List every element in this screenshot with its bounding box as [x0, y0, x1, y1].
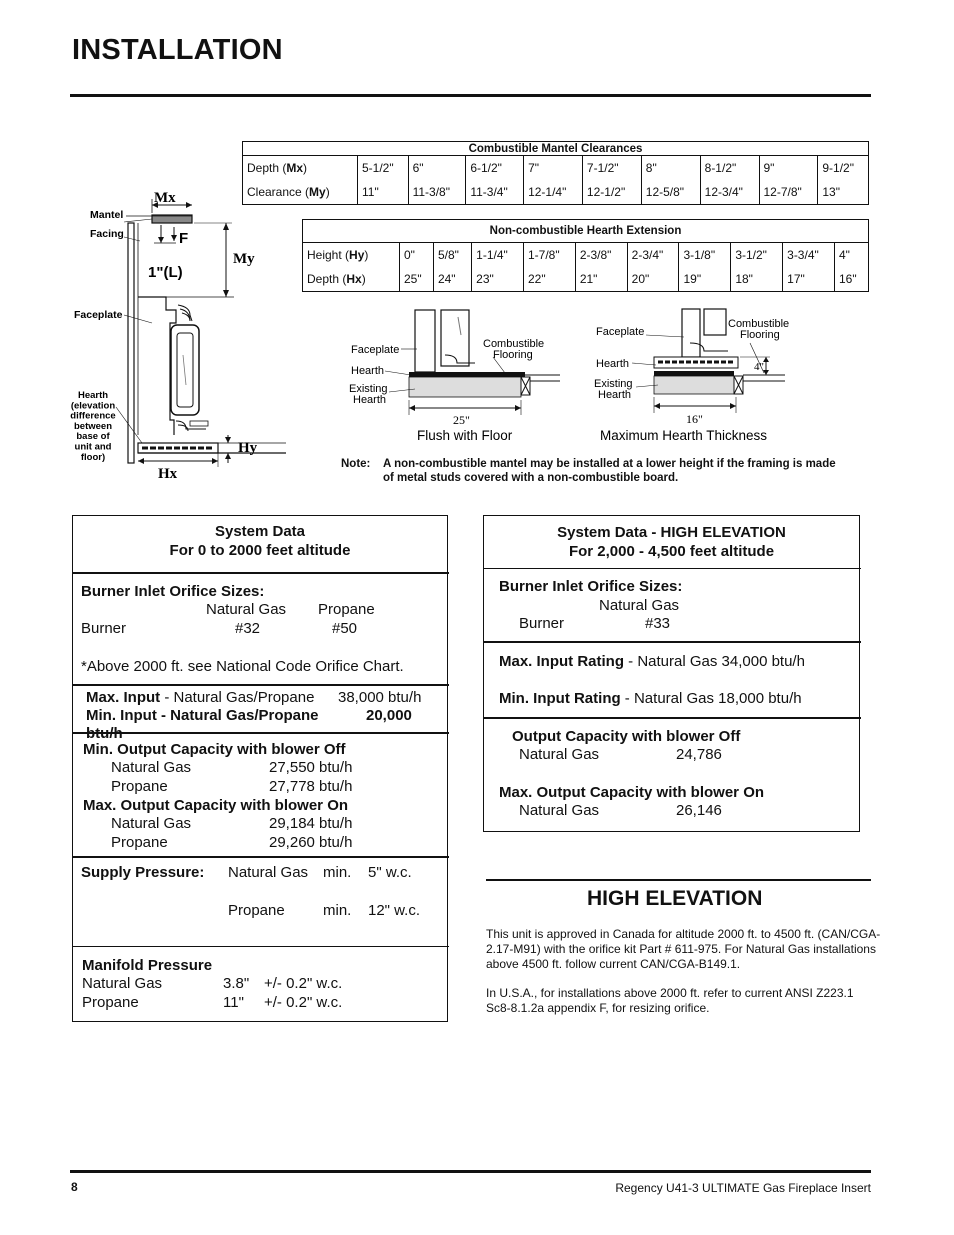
mantel-clearance-cell: 12-3/4" [700, 180, 759, 205]
hx-label: Hx [158, 466, 178, 482]
orifice-lp-col: Propane [318, 601, 375, 618]
hearth-note-line: between [73, 420, 113, 432]
max-dimension: 16" [686, 412, 703, 426]
hearth-depth-cell: 16" [834, 267, 868, 292]
min-output-title: Min. Output Capacity with blower Off [83, 741, 346, 758]
max-output-ng: Natural Gas [111, 815, 192, 832]
max-existing-hearth-label: Hearth [598, 389, 632, 401]
orifice-title: Burner Inlet Orifice Sizes: [81, 583, 265, 600]
hearth-height-cell: 3-1/2" [731, 243, 783, 268]
orifice-burner-label: Burner [81, 620, 127, 637]
hearth-extension-table [302, 219, 869, 292]
flush-existing-hearth-label: Hearth [353, 394, 387, 406]
hearth-note [70, 390, 115, 463]
mantel-clearance-cell: 13" [818, 180, 869, 205]
page-number: 8 [71, 1180, 78, 1194]
mantel-clearance-cell: 11-3/4" [466, 180, 524, 205]
flush-dimension: 25" [453, 413, 470, 427]
hearth-height-cell: 5/8" [433, 243, 471, 268]
hearth-height-cell: 3-1/8" [679, 243, 731, 268]
manifold-ng-value: 3.8" [223, 975, 250, 992]
he-orifice-title: Burner Inlet Orifice Sizes: [499, 578, 683, 595]
min-output-ng: Natural Gas [111, 759, 192, 776]
hearth-height-cell: 4" [834, 243, 868, 268]
flush-existing-label: Existing [349, 383, 388, 395]
hearth-depth-cell: 21" [575, 267, 627, 292]
flush-with-floor-diagram [345, 305, 565, 445]
header-rule [70, 94, 871, 97]
my-label: My [233, 251, 255, 267]
orifice-note: *Above 2000 ft. see National Code Orifice Chart. [81, 658, 404, 675]
max-input: Max. Input - Natural Gas/Propane [86, 689, 315, 706]
footer-rule [70, 1170, 871, 1173]
hearth-depth-cell: 17" [783, 267, 835, 292]
min-output-lp-value: 27,778 btu/h [269, 778, 353, 795]
mantel-depth-cell: 8-1/2" [700, 156, 759, 181]
hearth-note-line: unit and [74, 441, 112, 453]
l-label: 1"(L) [148, 264, 183, 281]
supply-ng-value: 5" w.c. [368, 864, 412, 881]
supply-ng-min: min. [323, 864, 352, 881]
faceplate-label: Faceplate [74, 309, 123, 321]
max-hearth-thickness-diagram [590, 305, 810, 445]
he-output-on-title: Max. Output Capacity with blower On [499, 784, 765, 801]
manifold-ng-tol: +/- 0.2" w.c. [264, 975, 343, 992]
fireplace-side-diagram [66, 185, 298, 485]
mantel-clearance-cell: 11-3/8" [408, 180, 466, 205]
hearth-note-line: floor) [80, 451, 106, 463]
he-orifice-burner: Burner [519, 615, 565, 632]
mantel-depth-label: Depth (Mx) [243, 156, 358, 181]
hearth-height-cell: 2-3/4" [627, 243, 679, 268]
min-input: Min. Input - Natural Gas/Propane [86, 707, 319, 724]
high-elevation-heading: HIGH ELEVATION [587, 887, 763, 910]
mantel-clearance-label: Clearance (My) [243, 180, 358, 205]
max-output-ng-value: 29,184 btu/h [269, 815, 353, 832]
flush-hearth-label: Hearth [351, 365, 385, 377]
flush-faceplate-label: Faceplate [351, 344, 400, 356]
footer-doc-title: Regency U41-3 ULTIMATE Gas Fireplace Insert [615, 1181, 871, 1195]
hearth-depth-cell: 18" [731, 267, 783, 292]
hearth-depth-cell: 23" [472, 267, 524, 292]
min-input-value: 20,000 [366, 707, 412, 724]
hearth-depth-cell: 22" [524, 267, 576, 292]
max-flooring-label: Flooring [740, 329, 780, 341]
hearth-depth-cell: 19" [679, 267, 731, 292]
hearth-height-cell: 1-1/4" [472, 243, 524, 268]
mantel-clearance-table [242, 141, 869, 205]
he-min-input: Min. Input Rating - Natural Gas 18,000 btu/h [499, 690, 802, 707]
supply-lp-min: min. [323, 902, 352, 919]
mantel-clearance-cell: 11" [358, 180, 409, 205]
hearth-depth-label: Depth (Hx) [303, 267, 400, 292]
page-title: INSTALLATION [72, 34, 283, 66]
high-elevation-system-title: System Data - HIGH ELEVATION For 2,000 - 4,500 feet altitude [557, 524, 786, 560]
high-elevation-rule [486, 879, 871, 881]
hearth-note-line: (elevation [70, 400, 116, 412]
mantel-label: Mantel [90, 209, 124, 221]
min-output-lp: Propane [111, 778, 168, 795]
supply-lp: Propane [228, 902, 285, 919]
max-input-value: 38,000 btu/h [338, 689, 422, 706]
mantel-clearance-cell: 12-7/8" [759, 180, 818, 205]
max-output-lp: Propane [111, 834, 168, 851]
he-orifice-ng-col: Natural Gas [599, 597, 680, 614]
manifold-title: Manifold Pressure [82, 957, 213, 974]
manifold-lp-tol: +/- 0.2" w.c. [264, 994, 343, 1011]
mantel-clearance-cell: 12-5/8" [641, 180, 700, 205]
orifice-ng-col: Natural Gas [206, 601, 287, 618]
mantel-table-title: Combustible Mantel Clearances [243, 142, 869, 156]
hearth-height-cell: 1-7/8" [524, 243, 576, 268]
he-output-off-value: 24,786 [676, 746, 722, 763]
max-combustible-label: Combustible [728, 318, 790, 330]
orifice-lp-size: #50 [332, 620, 358, 637]
flush-combustible-label: Combustible [483, 338, 545, 350]
high-elevation-paragraph-canada: This unit is approved in Canada for altitude 2000 ft. to 4500 ft. (CAN/CGA- 2.17-M91) with the orifice kit Part # 611-975. For Natural Gas installations above 4500 ft. follow current CAN/CGA-B149.1. [486, 927, 881, 971]
hearth-depth-cell: 20" [627, 267, 679, 292]
hy-label: Hy [238, 440, 258, 456]
hearth-depth-cell: 25" [400, 267, 434, 292]
system-data-high-elevation-box [483, 515, 860, 832]
mantel-depth-cell: 9" [759, 156, 818, 181]
system-data-box [72, 515, 448, 1022]
he-orifice-ng-size: #33 [645, 615, 671, 632]
mantel-depth-cell: 8" [641, 156, 700, 181]
he-output-off-fuel: Natural Gas [519, 746, 600, 763]
min-output-ng-value: 27,550 btu/h [269, 759, 353, 776]
hearth-note-line: base of [76, 431, 110, 443]
max-height-dimension: 4" [754, 361, 764, 373]
mx-label: Mx [154, 190, 176, 206]
hearth-note-line: difference [70, 410, 116, 422]
max-output-title: Max. Output Capacity with blower On [83, 797, 349, 814]
hearth-height-cell: 3-3/4" [783, 243, 835, 268]
supply-pressure-label: Supply Pressure: [81, 864, 205, 881]
hearth-height-cell: 0" [400, 243, 434, 268]
mantel-depth-cell: 6" [408, 156, 466, 181]
mantel-clearance-cell: 12-1/4" [524, 180, 583, 205]
max-hearth-label: Hearth [596, 358, 630, 370]
max-output-lp-value: 29,260 btu/h [269, 834, 353, 851]
mantel-clearance-cell: 12-1/2" [582, 180, 641, 205]
manifold-lp-value: 11" [223, 994, 244, 1011]
hearth-depth-cell: 24" [433, 267, 471, 292]
mantel-depth-cell: 5-1/2" [358, 156, 409, 181]
max-caption: Maximum Hearth Thickness [600, 428, 768, 443]
flush-flooring-label: Flooring [493, 349, 533, 361]
mantel-depth-cell: 7" [524, 156, 583, 181]
orifice-ng-size: #32 [235, 620, 261, 637]
hearth-note-line: Hearth [77, 390, 109, 401]
max-faceplate-label: Faceplate [596, 326, 645, 338]
hearth-table-title: Non-combustible Hearth Extension [303, 220, 869, 243]
supply-lp-value: 12" w.c. [368, 902, 421, 919]
mantel-depth-cell: 7-1/2" [582, 156, 641, 181]
he-output-on-fuel: Natural Gas [519, 802, 600, 819]
hearth-height-cell: 2-3/8" [575, 243, 627, 268]
manifold-ng: Natural Gas [82, 975, 163, 992]
flush-caption: Flush with Floor [417, 428, 513, 443]
hearth-height-label: Height (Hy) [303, 243, 400, 268]
he-output-on-value: 26,146 [676, 802, 722, 819]
f-label: F [179, 230, 189, 247]
high-elevation-paragraph-usa: In U.S.A., for installations above 2000 ft. refer to current ANSI Z223.1 Sc8-8.1.2a appendix F, for resizing orifice. [486, 986, 854, 1015]
system-title: System Data For 0 to 2000 feet altitude [169, 523, 351, 559]
he-output-off-title: Output Capacity with blower Off [512, 728, 741, 745]
mantel-depth-cell: 9-1/2" [818, 156, 869, 181]
mantel-depth-cell: 6-1/2" [466, 156, 524, 181]
max-existing-label: Existing [594, 378, 633, 390]
he-max-input: Max. Input Rating - Natural Gas 34,000 btu/h [499, 653, 805, 670]
manifold-lp: Propane [82, 994, 139, 1011]
facing-label: Facing [90, 228, 124, 240]
supply-ng: Natural Gas [228, 864, 309, 881]
